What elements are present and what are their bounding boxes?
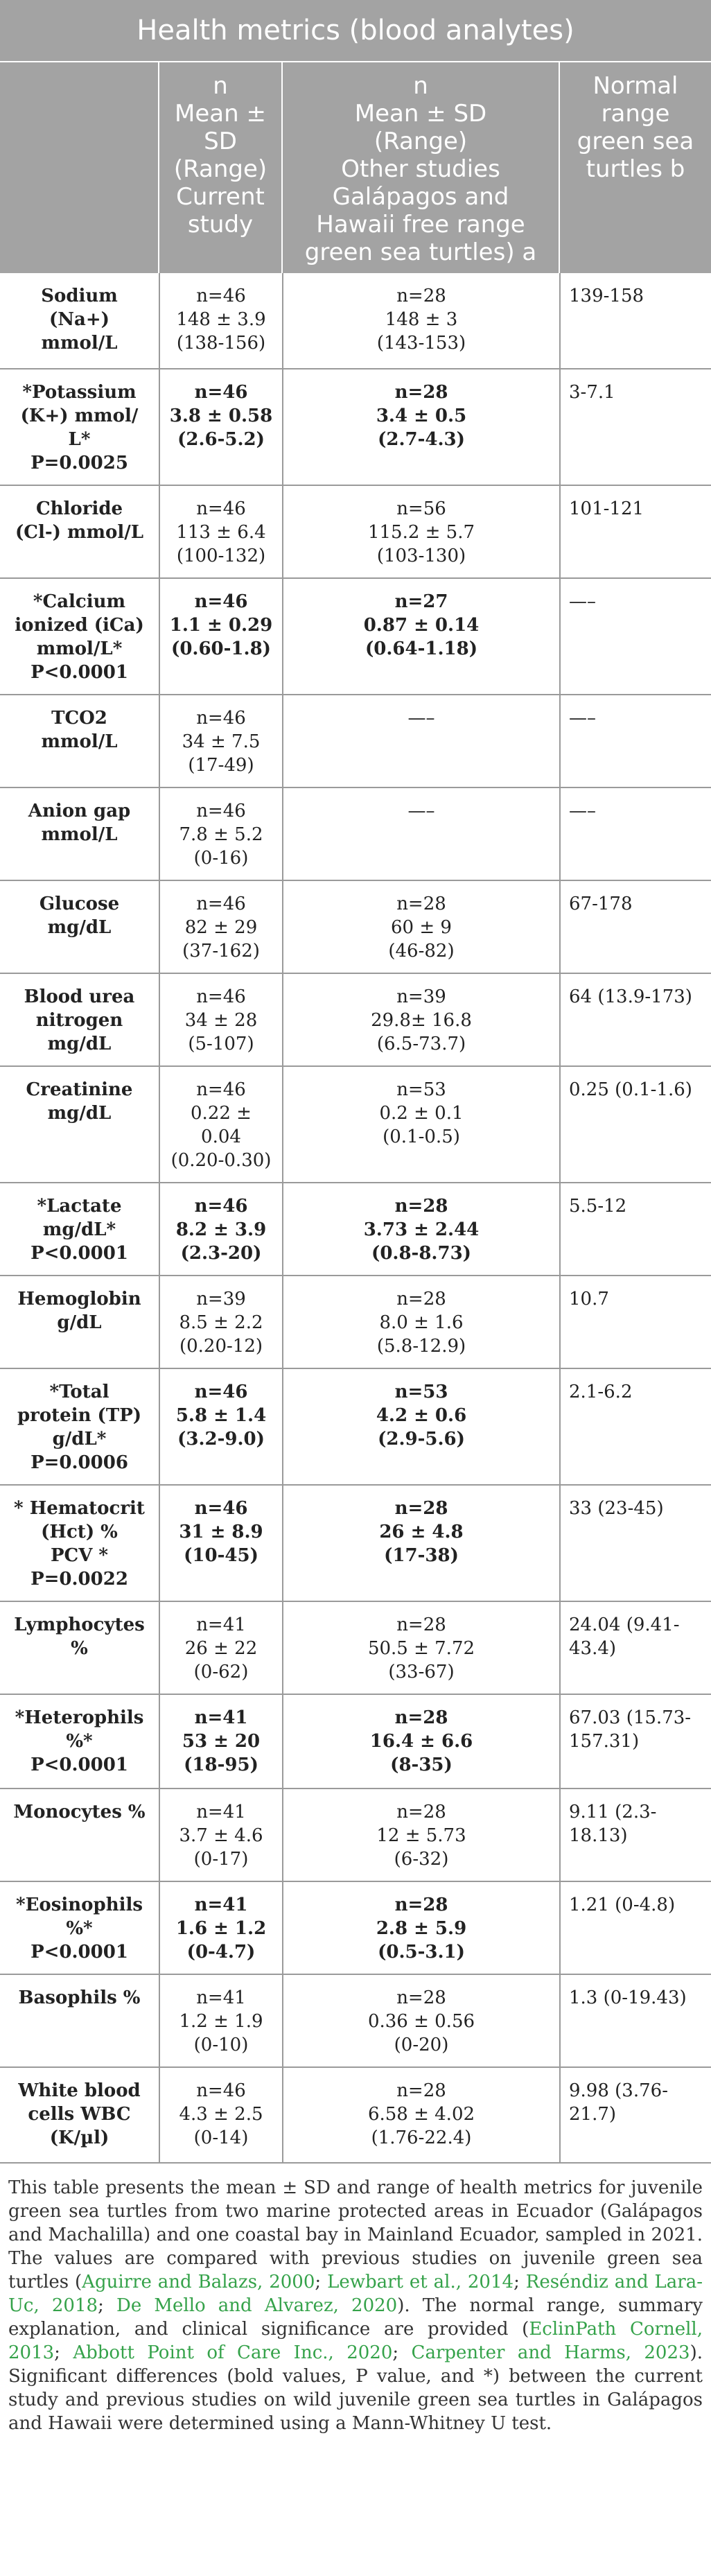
other-value: 148 ± 3 <box>385 309 458 330</box>
other-value: 60 ± 9 <box>391 917 452 938</box>
current-value: n=46 <box>196 894 246 914</box>
current-value: 148 ± 3.9 <box>176 309 266 330</box>
current-value: n=41 <box>194 1707 248 1728</box>
current-value: n=46 <box>196 498 246 519</box>
citation-link[interactable]: Abbott Point of Care Inc., 2020 <box>73 2342 393 2363</box>
metric-label: mg/dL* <box>42 1219 116 1240</box>
header-line: turtles b <box>586 155 685 183</box>
metric-label: cells WBC <box>28 2104 131 2125</box>
current-value: (0.60-1.8) <box>171 638 271 659</box>
footnote-text: ; <box>54 2342 73 2363</box>
metric-cell <box>0 973 159 1066</box>
current-value: (0-62) <box>193 1662 249 1682</box>
header-line: Mean ± SD <box>354 100 487 128</box>
metric-label: P=0.0022 <box>30 1569 128 1590</box>
normal-range-cell: 5.5-12 <box>560 1183 711 1276</box>
normal-range-cell: 2.1-6.2 <box>560 1368 711 1485</box>
metric-cell <box>0 1694 159 1789</box>
metric-label: P<0.0001 <box>30 1755 128 1775</box>
metric-cell <box>0 1601 159 1694</box>
current-study-cell <box>159 1789 283 1881</box>
normal-range-cell: 1.21 (0-4.8) <box>560 1881 711 1974</box>
current-value: (17-49) <box>188 755 254 776</box>
metric-label: %* <box>66 1731 93 1752</box>
other-studies-cell <box>283 1881 560 1974</box>
metric-cell <box>0 880 159 973</box>
metric-label: *Total <box>49 1382 109 1402</box>
current-value: 5.8 ± 1.4 <box>175 1405 267 1426</box>
other-value: (0.5-3.1) <box>378 1942 465 1963</box>
current-study-cell <box>159 578 283 695</box>
current-value: (2.3-20) <box>180 1243 262 1264</box>
normal-range-cell: 9.98 (3.76-21.7) <box>560 2067 711 2163</box>
current-value: n=46 <box>196 986 246 1007</box>
other-value: 3.73 ± 2.44 <box>363 1219 480 1240</box>
other-value: n=27 <box>394 591 448 612</box>
current-value: (3.2-9.0) <box>177 1429 265 1450</box>
current-value: n=46 <box>196 708 246 729</box>
other-studies-cell <box>283 1066 560 1183</box>
table-header <box>0 61 711 273</box>
footnote-text: ; <box>514 2272 526 2292</box>
metric-label: *Calcium <box>33 591 126 612</box>
normal-range-cell: 67.03 (15.73-157.31) <box>560 1694 711 1789</box>
current-value: 113 ± 6.4 <box>176 522 266 543</box>
metric-label: P<0.0001 <box>30 1243 128 1264</box>
current-value: (2.6-5.2) <box>177 429 265 450</box>
other-value: n=39 <box>396 986 446 1007</box>
current-study-cell <box>159 695 283 787</box>
other-value: 16.4 ± 6.6 <box>369 1731 473 1752</box>
table-row <box>0 273 711 369</box>
header-line: range <box>601 100 670 128</box>
current-value: (0.20-12) <box>179 1336 263 1357</box>
footnote-text: ). The normal range, summary explanation, and clinical significance are provided ( <box>8 2295 703 2340</box>
metric-label: Chloride <box>35 498 123 519</box>
other-value: (2.9-5.6) <box>378 1429 465 1450</box>
other-value: n=28 <box>396 1289 446 1309</box>
footnote-text: ; <box>315 2272 328 2292</box>
current-study-cell <box>159 1183 283 1276</box>
citation-link[interactable]: Reséndiz and Lara-Uc, 2018 <box>8 2272 703 2316</box>
header-normal-range <box>560 62 711 273</box>
metric-label: mmol/L <box>41 731 118 752</box>
metric-label: P<0.0001 <box>30 662 128 683</box>
other-value: (8-35) <box>390 1755 453 1775</box>
metric-label: PCV * <box>50 1545 109 1566</box>
metric-label: Monocytes % <box>13 1802 146 1822</box>
metric-cell <box>0 1183 159 1276</box>
metric-cell <box>0 1066 159 1183</box>
current-value: n=46 <box>196 286 246 306</box>
table-row <box>0 369 711 485</box>
metric-label: mg/dL <box>47 1103 112 1124</box>
metric-label: mmol/L <box>41 333 118 354</box>
citation-link[interactable]: Aguirre and Balazs, 2000 <box>82 2272 315 2292</box>
footnote-text: ; <box>392 2342 412 2363</box>
other-value: n=28 <box>394 1895 448 1915</box>
current-value: n=46 <box>196 801 246 821</box>
other-studies-cell <box>283 1368 560 1485</box>
table-row <box>0 1881 711 1974</box>
current-value: 8.5 ± 2.2 <box>179 1312 263 1333</box>
metric-label: P=0.0006 <box>30 1452 128 1473</box>
metric-label: (K+) mmol/ <box>20 406 139 426</box>
table-row <box>0 1066 711 1183</box>
header-line: SD <box>204 128 237 155</box>
header-line: Mean ± <box>175 100 266 128</box>
current-value: (10-45) <box>184 1545 258 1566</box>
header-line: (Range) <box>173 155 267 183</box>
other-value: (0-20) <box>394 2035 449 2055</box>
header-current-study <box>159 62 283 273</box>
metric-label: Lymphocytes <box>14 1615 145 1635</box>
metric-cell <box>0 1276 159 1368</box>
current-study-cell <box>159 1485 283 1601</box>
normal-range-cell: 33 (23-45) <box>560 1485 711 1601</box>
other-value: n=56 <box>396 498 446 519</box>
header-line: Other studies <box>341 155 500 183</box>
metric-cell <box>0 695 159 787</box>
metric-cell <box>0 787 159 880</box>
current-value: 82 ± 29 <box>184 917 258 938</box>
other-value: 26 ± 4.8 <box>379 1522 464 1542</box>
metric-label: P<0.0001 <box>30 1942 128 1963</box>
other-studies-cell <box>283 485 560 578</box>
other-value: (46-82) <box>388 941 455 961</box>
other-studies-cell <box>283 880 560 973</box>
current-value: (0-4.7) <box>186 1942 256 1963</box>
current-study-cell <box>159 787 283 880</box>
metric-label: *Heterophils <box>15 1707 144 1728</box>
other-studies-cell <box>283 1276 560 1368</box>
current-study-cell <box>159 485 283 578</box>
current-study-cell <box>159 1368 283 1485</box>
current-value: (0-10) <box>193 2035 249 2055</box>
metric-label: *Eosinophils <box>16 1895 143 1915</box>
other-value: (1.76-22.4) <box>371 2127 472 2148</box>
normal-range-cell: 3-7.1 <box>560 369 711 485</box>
other-value: (5.8-12.9) <box>376 1336 466 1357</box>
metric-cell <box>0 1485 159 1601</box>
other-value: (0.1-0.5) <box>383 1126 460 1147</box>
other-value: 0.2 ± 0.1 <box>379 1103 464 1124</box>
metric-cell <box>0 1368 159 1485</box>
other-value: n=28 <box>396 2080 446 2101</box>
current-value: 53 ± 20 <box>182 1731 261 1752</box>
current-value: n=41 <box>196 1987 246 2008</box>
current-value: 34 ± 28 <box>184 1010 258 1031</box>
other-value: (6.5-73.7) <box>376 1034 466 1054</box>
other-value: n=28 <box>396 1615 446 1635</box>
current-value: n=46 <box>196 2080 246 2101</box>
metric-label: (K/µl) <box>49 2127 109 2148</box>
other-value: n=28 <box>394 382 448 403</box>
other-value: —– <box>407 708 435 729</box>
metric-label: P=0.0025 <box>30 453 128 473</box>
other-value: (2.7-4.3) <box>378 429 465 450</box>
table-row <box>0 1485 711 1601</box>
other-value: n=28 <box>394 1498 448 1519</box>
other-studies-cell <box>283 369 560 485</box>
other-value: 2.8 ± 5.9 <box>376 1918 467 1939</box>
metric-label: g/dL* <box>52 1429 107 1450</box>
metric-label: nitrogen <box>35 1010 123 1031</box>
header-line: n <box>413 72 428 100</box>
header-line: (Range) <box>374 128 468 155</box>
current-study-cell <box>159 2067 283 2163</box>
current-value: 1.1 ± 0.29 <box>169 615 273 636</box>
table-row <box>0 578 711 695</box>
normal-range-cell: 24.04 (9.41-43.4) <box>560 1601 711 1694</box>
current-value: n=41 <box>196 1802 246 1822</box>
other-value: 8.0 ± 1.6 <box>379 1312 464 1333</box>
current-value: 0.22 ± 0.04 <box>191 1103 252 1147</box>
metric-label: TCO2 <box>51 708 107 729</box>
metric-label: Creatinine <box>26 1079 133 1100</box>
current-study-cell <box>159 1066 283 1183</box>
normal-range-cell: —– <box>560 578 711 695</box>
citation-link[interactable]: De Mello and Alvarez, 2020 <box>116 2295 398 2316</box>
table-row <box>0 1368 711 1485</box>
header-line: Hawaii free range <box>316 211 525 238</box>
current-value: 7.8 ± 5.2 <box>179 824 263 845</box>
metric-label: mg/dL <box>47 1034 112 1054</box>
current-value: 8.2 ± 3.9 <box>175 1219 267 1240</box>
current-value: 4.3 ± 2.5 <box>179 2104 263 2125</box>
table-row <box>0 2067 711 2163</box>
other-studies-cell <box>283 1974 560 2067</box>
table-row <box>0 485 711 578</box>
header-line: n <box>213 72 228 100</box>
current-value: n=39 <box>196 1289 246 1309</box>
other-value: (0.8-8.73) <box>371 1243 471 1264</box>
other-value: n=28 <box>396 1987 446 2008</box>
other-studies-cell <box>283 2067 560 2163</box>
footnote-text: ; <box>98 2295 116 2316</box>
current-value: (18-95) <box>184 1755 258 1775</box>
table-row <box>0 1601 711 1694</box>
header-other-studies <box>283 62 560 273</box>
other-value: n=28 <box>394 1707 448 1728</box>
table-title: Health metrics (blood analytes) <box>0 0 711 61</box>
other-value: (17-38) <box>384 1545 459 1566</box>
metric-label: *Lactate <box>37 1196 122 1217</box>
other-studies-cell <box>283 1601 560 1694</box>
normal-range-cell: 101-121 <box>560 485 711 578</box>
table-row <box>0 880 711 973</box>
other-value: 12 ± 5.73 <box>376 1825 466 1846</box>
current-value: 3.7 ± 4.6 <box>179 1825 263 1846</box>
metric-label: Basophils % <box>18 1987 141 2008</box>
metric-cell <box>0 369 159 485</box>
other-value: 4.2 ± 0.6 <box>376 1405 467 1426</box>
other-value: 0.87 ± 0.14 <box>363 615 480 636</box>
other-studies-cell <box>283 1485 560 1601</box>
other-value: n=28 <box>396 1802 446 1822</box>
current-value: (0-16) <box>193 848 249 869</box>
current-study-cell <box>159 973 283 1066</box>
footnote-text: This table presents the mean ± SD and range of health metrics for juvenile green sea turtles from two marine protected areas in Ecuador (Galápagos and Machalilla) and one coastal bay in Mainland Ecuador, sampled in 2021. The values are compared with previous studies on juvenile green sea turtles ( <box>8 2177 703 2292</box>
metric-label: (Hct) % <box>41 1522 118 1542</box>
other-value: (0.64-1.18) <box>365 638 478 659</box>
metric-label: * Hematocrit <box>14 1498 145 1519</box>
table-row <box>0 1276 711 1368</box>
table-footnote <box>0 2164 711 2435</box>
header-metric-column <box>0 62 159 273</box>
normal-range-cell: 9.11 (2.3-18.13) <box>560 1789 711 1881</box>
header-line: Current <box>176 183 265 211</box>
other-value: —– <box>407 801 435 821</box>
other-value: n=53 <box>396 1079 446 1100</box>
metric-cell <box>0 578 159 695</box>
other-value: n=28 <box>396 894 446 914</box>
normal-range-cell: —– <box>560 787 711 880</box>
other-value: 6.58 ± 4.02 <box>367 2104 475 2125</box>
metric-label: Glucose <box>39 894 120 914</box>
current-study-cell <box>159 1276 283 1368</box>
current-value: (138-156) <box>176 333 266 354</box>
metric-label: Anion gap <box>28 801 131 821</box>
normal-range-cell: 1.3 (0-19.43) <box>560 1974 711 2067</box>
metric-label: mmol/L <box>41 824 118 845</box>
header-line: study <box>187 211 254 238</box>
other-studies-cell <box>283 1694 560 1789</box>
other-value: (143-153) <box>376 333 466 354</box>
metric-label: White blood <box>18 2080 141 2101</box>
metric-label: Hemoglobin <box>17 1289 141 1309</box>
current-study-cell <box>159 369 283 485</box>
citation-link[interactable]: EclinPath Cornell, 2013 <box>8 2319 703 2363</box>
current-value: n=46 <box>194 382 248 403</box>
other-value: 3.4 ± 0.5 <box>376 406 467 426</box>
current-study-cell <box>159 1974 283 2067</box>
metric-label: (Na+) <box>49 309 109 330</box>
footnote-text: ). Significant differences (bold values, P value, and *) between the current study and previous studies on wild juvenile green sea turtles in Galápagos and Hawaii were determined using a Mann-Whitney U test. <box>8 2342 703 2434</box>
other-value: n=53 <box>394 1382 448 1402</box>
table-row <box>0 973 711 1066</box>
current-study-cell <box>159 1694 283 1789</box>
table-row <box>0 695 711 787</box>
other-value: (6-32) <box>394 1849 449 1870</box>
metric-label: mmol/L* <box>36 638 123 659</box>
current-value: n=46 <box>194 1498 248 1519</box>
other-value: 115.2 ± 5.7 <box>367 522 475 543</box>
current-value: n=46 <box>196 1079 246 1100</box>
metric-label: (Cl-) mmol/L <box>15 522 144 543</box>
other-value: (103-130) <box>376 546 466 566</box>
normal-range-cell: 67-178 <box>560 880 711 973</box>
other-studies-cell <box>283 787 560 880</box>
metric-label: % <box>71 1638 88 1659</box>
other-value: 50.5 ± 7.72 <box>367 1638 475 1659</box>
current-value: (0-14) <box>193 2127 249 2148</box>
current-study-cell <box>159 1601 283 1694</box>
table-row <box>0 1183 711 1276</box>
metric-cell <box>0 1789 159 1881</box>
citation-link[interactable]: Carpenter and Harms, 2023 <box>411 2342 690 2363</box>
current-study-cell <box>159 1881 283 1974</box>
other-value: 0.36 ± 0.56 <box>367 2011 475 2032</box>
current-value: 26 ± 22 <box>184 1638 258 1659</box>
other-studies-cell <box>283 1789 560 1881</box>
metric-cell <box>0 1881 159 1974</box>
metric-label: mg/dL <box>47 917 112 938</box>
current-study-cell <box>159 273 283 369</box>
metric-label: Blood urea <box>24 986 135 1007</box>
current-value: n=46 <box>194 1382 248 1402</box>
metric-label: ionized (iCa) <box>15 615 144 636</box>
metric-label: protein (TP) <box>17 1405 142 1426</box>
current-value: 31 ± 8.9 <box>179 1522 263 1542</box>
other-studies-cell <box>283 273 560 369</box>
current-value: 1.6 ± 1.2 <box>175 1918 267 1939</box>
header-line: green sea turtles) a <box>304 238 537 266</box>
metric-label: g/dL <box>57 1312 102 1333</box>
metric-cell <box>0 485 159 578</box>
metric-cell <box>0 2067 159 2163</box>
header-line: Normal <box>592 72 678 100</box>
other-studies-cell <box>283 973 560 1066</box>
data-table <box>0 273 711 2164</box>
table-row <box>0 1789 711 1881</box>
current-value: (100-132) <box>176 546 266 566</box>
other-studies-cell <box>283 695 560 787</box>
metric-cell <box>0 1974 159 2067</box>
metric-label: L* <box>68 429 91 450</box>
current-value: (0-17) <box>193 1849 249 1870</box>
other-studies-cell <box>283 1183 560 1276</box>
current-study-cell <box>159 880 283 973</box>
current-value: (5-107) <box>188 1034 254 1054</box>
table-row <box>0 1974 711 2067</box>
metric-label: *Potassium <box>22 382 137 403</box>
normal-range-cell: 10.7 <box>560 1276 711 1368</box>
other-studies-cell <box>283 578 560 695</box>
table-row <box>0 1694 711 1789</box>
header-line: green sea <box>577 128 694 155</box>
normal-range-cell: 139-158 <box>560 273 711 369</box>
current-value: 3.8 ± 0.58 <box>169 406 273 426</box>
metric-cell <box>0 273 159 369</box>
current-value: 1.2 ± 1.9 <box>179 2011 263 2032</box>
current-value: 34 ± 7.5 <box>182 731 261 752</box>
current-value: n=41 <box>194 1895 248 1915</box>
metric-label: %* <box>66 1918 93 1939</box>
other-value: n=28 <box>394 1196 448 1217</box>
other-value: n=28 <box>396 286 446 306</box>
current-value: (0.20-0.30) <box>170 1150 272 1171</box>
table-row <box>0 787 711 880</box>
current-value: n=41 <box>196 1615 246 1635</box>
current-value: n=46 <box>194 591 248 612</box>
current-value: (37-162) <box>182 941 260 961</box>
normal-range-cell: 0.25 (0.1-1.6) <box>560 1066 711 1183</box>
metric-label: Sodium <box>41 286 118 306</box>
other-value: 29.8± 16.8 <box>371 1010 472 1031</box>
header-line: Galápagos and <box>332 183 509 211</box>
citation-link[interactable]: Lewbart et al., 2014 <box>327 2272 514 2292</box>
current-value: n=46 <box>194 1196 248 1217</box>
normal-range-cell: —– <box>560 695 711 787</box>
normal-range-cell: 64 (13.9-173) <box>560 973 711 1066</box>
other-value: (33-67) <box>388 1662 455 1682</box>
